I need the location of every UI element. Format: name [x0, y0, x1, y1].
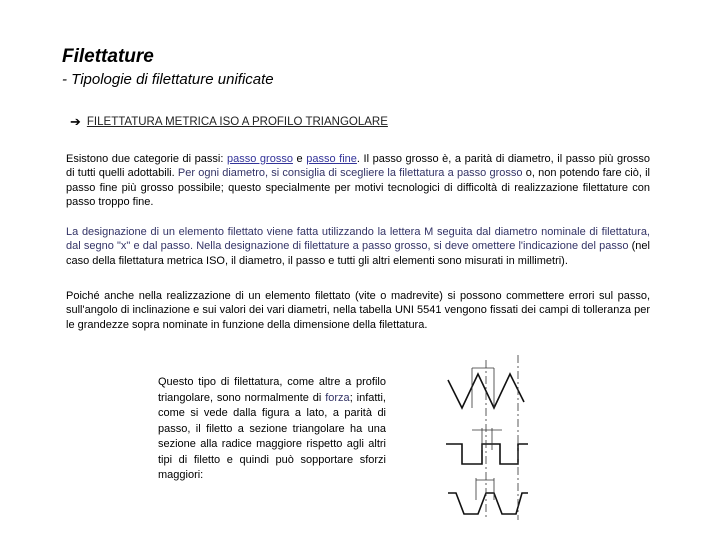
text: e [292, 153, 307, 165]
highlight-text: Per ogni diametro, si consiglia di scegliere la filettatura a passo grosso [177, 167, 523, 180]
page-subtitle: - Tipologie di filettature unificate [62, 71, 274, 88]
link-passo-fine[interactable]: passo fine [306, 153, 357, 165]
highlight-text: La designazione di un elemento filettato viene fatta utilizzando la lettera M seguita dal diametro nominale di filettatura, dal segno "x" e dal passo. Nella designazione di filettature a passo grosso, si deve omettere l'indicazione del passo [66, 226, 650, 253]
text: . Il passo grosso è, a parità di diametro, il passo più grosso di tutti quelli adottabili. [66, 153, 650, 180]
arrow-right-icon: ➔ [70, 114, 81, 129]
section-heading[interactable]: FILETTATURA METRICA ISO A PROFILO TRIANGOLARE [86, 116, 388, 128]
paragraph-designazione [66, 225, 650, 268]
text: Esistono due categorie di passi: [66, 153, 227, 165]
thread-profiles-figure [440, 350, 530, 520]
paragraph-passi [66, 152, 650, 209]
text: Questo tipo di filettatura, come altre a profilo triangolare, sono normalmente di [158, 376, 386, 404]
page-title: Filettature [62, 46, 154, 67]
paragraph-forza [158, 375, 386, 484]
text: ; infatti, come si vede dalla figura a lato, a parità di passo, il filetto a sezione triangolare ha una sezione alla radice maggiore rispetto agli altri tipi di filetto e quindi può sopportare sforzi maggiori: [158, 391, 386, 481]
trapezoidal-profile [448, 493, 528, 514]
highlight-text: forza [325, 391, 350, 404]
link-passo-grosso[interactable]: passo grosso [227, 153, 293, 165]
text: (nel caso della filettatura metrica ISO, il diametro, il passo e tutti gli altri elementi sono misurati in millimetri). [66, 240, 650, 267]
section-bullet [70, 114, 388, 130]
text: o, non potendo fare ciò, il passo fine più grosso possibile; questo specialmente per motivi tecnologici di difficoltà di realizzazione filettature con passo troppo fine. [66, 167, 651, 208]
square-profile [446, 444, 528, 464]
paragraph-tolleranze: Poiché anche nella realizzazione di un elemento filettato (vite o madrevite) si possono commettere errori sul passo, sull'angolo di inclinazione e sui valori dei vari diametri, nella tabella UNI 5541 vengono fissati dei campi di tolleranza per le grandezze sopra nominate in funzione della dimensione della filettatura. [66, 290, 650, 331]
